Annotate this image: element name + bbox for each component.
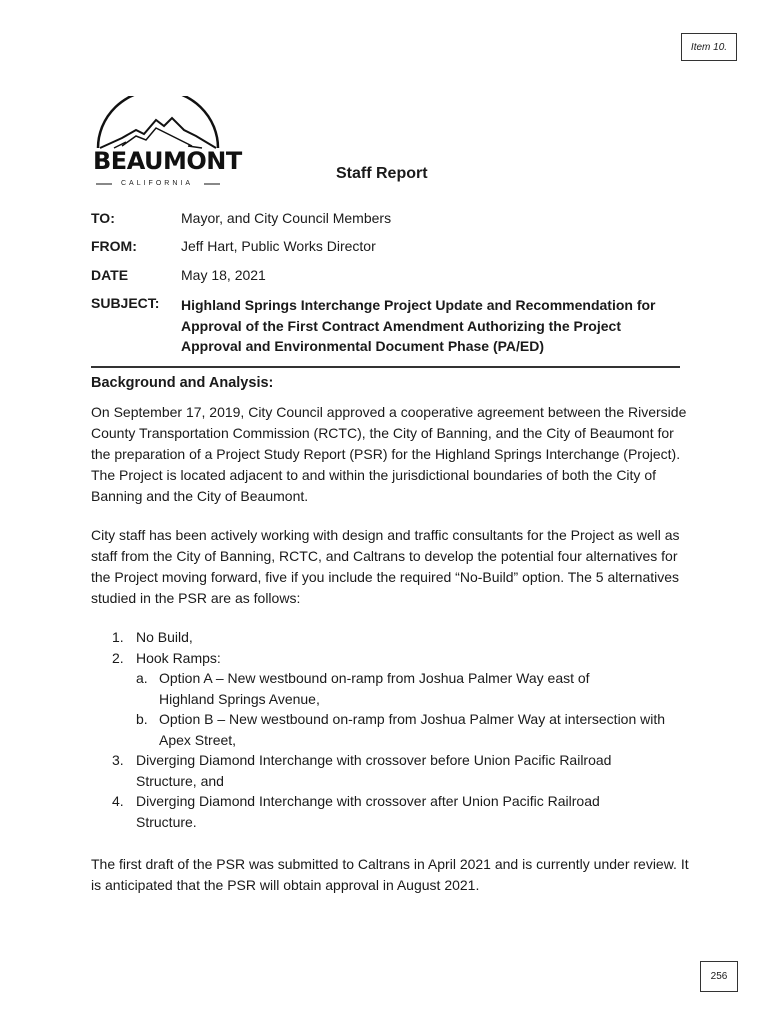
list-number: 4. [112,793,124,809]
list-text: Hook Ramps: [136,649,221,666]
logo-wordmark: BEAUMONT [93,147,242,175]
page-title: Staff Report [336,165,428,182]
date-value: May 18, 2021 [181,267,266,283]
list-text: Option B – New westbound on-ramp from Joshua Palmer Way at intersection with Apex Street, [159,711,666,748]
list-item [91,750,656,791]
list-text: Option A – New westbound on-ramp from Joshua Palmer Way east of Highland Springs Avenue, [159,670,590,707]
subject-value: Highland Springs Interchange Project Update and Recommendation for Approval of the First Contract Amendment Authorizing the Project Approval and Environmental Document Phase (PA/ED) [181,297,656,354]
alternatives-list [91,627,691,832]
list-item [91,627,691,648]
list-text: Diverging Diamond Interchange with crossover before Union Pacific Railroad Structure, and [136,752,612,789]
list-item [91,648,691,669]
item-number-box [681,33,737,61]
paragraph-2: City staff has been actively working with design and traffic consultants for the Project as well as staff from the City of Banning, RCTC, and Caltrans to develop the potential four alternatives for the Project moving forward, five if you include the required “No-Build” option. The 5 alternatives studied in the PSR are as follows: [91,527,680,606]
from-value: Jeff Hart, Public Works Director [181,238,376,254]
page-number-box [700,961,738,992]
to-value: Mayor, and City Council Members [181,210,392,226]
list-text: Diverging Diamond Interchange with crossover after Union Pacific Railroad Structure. [136,793,600,830]
list-letter: b. [136,711,148,727]
from-label: FROM: [91,238,137,254]
list-item [91,791,656,832]
list-number: 1. [112,629,124,645]
section-heading: Background and Analysis: [91,375,274,391]
item-number: Item 10. [690,41,728,53]
list-item [91,668,629,709]
paragraph-3: The first draft of the PSR was submitted to Caltrans in April 2021 and is currently under review. It is anticipated that the PSR will obtain approval in August 2021. [91,856,689,893]
list-letter: a. [136,670,148,686]
list-item [91,709,679,750]
to-label: TO: [91,210,115,226]
list-text: No Build, [136,629,193,645]
list-number: 2. [112,649,124,666]
beaumont-logo [92,96,242,192]
list-number: 3. [112,752,124,768]
divider [91,366,680,368]
logo-subtitle: CALIFORNIA [120,180,193,187]
page-number: 256 [710,971,728,982]
subject-label: SUBJECT: [91,295,160,311]
date-label: DATE [91,267,129,283]
paragraph-1: On September 17, 2019, City Council approved a cooperative agreement between the Riverside County Transportation Commission (RCTC), the City of Banning, and the City of Beaumont for the preparation of a Project Study Report (PSR) for the Highland Springs Interchange (Project). The Project is located adjacent to and within the jurisdictional boundaries of both the City of Banning and the City of Beaumont. [91,404,687,504]
